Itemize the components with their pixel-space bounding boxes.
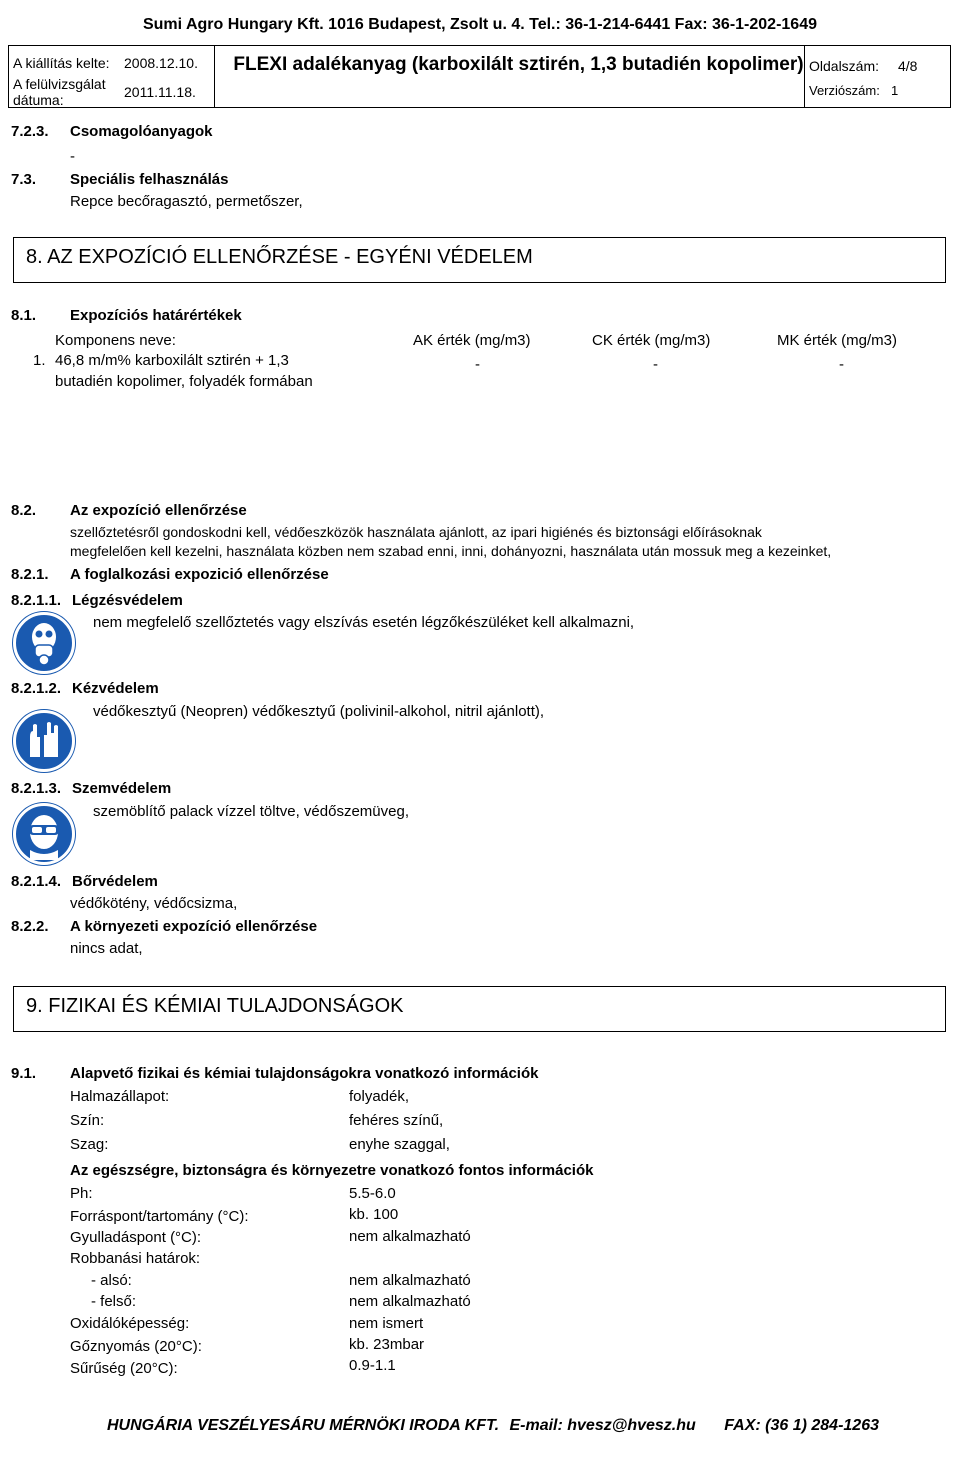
section-title: Légzésvédelem bbox=[72, 592, 183, 609]
section-number: 8.1. bbox=[11, 307, 37, 324]
section-number: 7.2.3. bbox=[11, 123, 49, 140]
property-label: Forráspont/tartomány (°C): bbox=[70, 1208, 249, 1225]
page-label: Oldalszám: bbox=[809, 58, 880, 74]
section-title: Expozíciós határértékek bbox=[70, 307, 242, 324]
section-number: 9.1. bbox=[11, 1065, 37, 1082]
header-divider bbox=[214, 46, 215, 107]
property-value: 5.5-6.0 bbox=[349, 1185, 396, 1202]
column-header-ck: CK érték (mg/m3) bbox=[592, 332, 711, 349]
property-label: Ph: bbox=[70, 1185, 93, 1202]
review-date-label-2: dátuma: bbox=[13, 92, 64, 108]
property-label: - felső: bbox=[91, 1293, 137, 1310]
section-number: 8.2.1.4. bbox=[11, 873, 62, 890]
section-title: Csomagolóanyagok bbox=[70, 123, 213, 140]
property-label: Szag: bbox=[70, 1136, 109, 1153]
version-value: 1 bbox=[891, 83, 899, 98]
property-value: nem alkalmazható bbox=[349, 1272, 471, 1289]
section-title: Az expozíció ellenőrzése bbox=[70, 502, 247, 519]
property-label: Sűrűség (20°C): bbox=[70, 1360, 178, 1377]
footer-email: E-mail: hvesz@hvesz.hu bbox=[509, 1417, 696, 1434]
property-label: Robbanási határok: bbox=[70, 1250, 201, 1267]
section-number: 8.2.1. bbox=[11, 566, 49, 583]
section-title: Bőrvédelem bbox=[72, 873, 158, 890]
issue-date-value: 2008.12.10. bbox=[124, 55, 198, 71]
section-number: 8.2. bbox=[11, 502, 37, 519]
page-value: 4/8 bbox=[898, 58, 918, 74]
property-value: folyadék, bbox=[349, 1088, 410, 1105]
footer-fax: FAX: (36 1) 284-1263 bbox=[724, 1417, 879, 1434]
section-title: Kézvédelem bbox=[72, 680, 159, 697]
property-value: nem ismert bbox=[349, 1315, 424, 1332]
section-8-heading: 8. AZ EXPOZÍCIÓ ELLENŐRZÉSE - EGYÉNI VÉDELEM bbox=[13, 237, 946, 283]
section-text: Repce becőragasztó, permetőszer, bbox=[70, 193, 303, 210]
document-header bbox=[8, 45, 951, 108]
section-number: 8.2.1.3. bbox=[11, 780, 62, 797]
company-header: Sumi Agro Hungary Kft. 1016 Budapest, Zsolt u. 4. Tel.: 36-1-214-6441 Fax: 36-1-202-1649 bbox=[142, 16, 817, 33]
property-label: Oxidálóképesség: bbox=[70, 1315, 190, 1332]
property-label: Gőznyomás (20°C): bbox=[70, 1338, 202, 1355]
section-text: védőkötény, védőcsizma, bbox=[70, 895, 238, 912]
gloves-icon bbox=[13, 710, 75, 772]
property-value: kb. 23mbar bbox=[349, 1336, 425, 1353]
section-title: Alapvető fizikai és kémiai tulajdonságokra vonatkozó információk bbox=[70, 1065, 539, 1082]
review-date-label: A felülvizsgálat bbox=[13, 76, 106, 92]
row-number: 1. bbox=[33, 352, 46, 369]
section-number: 8.2.2. bbox=[11, 918, 49, 935]
review-date-value: 2011.11.18. bbox=[124, 84, 196, 100]
section-title: Szemvédelem bbox=[72, 780, 172, 797]
section-text: - bbox=[70, 148, 75, 165]
section-text: nem megfelelő szellőztetés vagy elszívás esetén légzőkészüléket kell alkalmazni, bbox=[93, 614, 635, 631]
property-label: Gyulladáspont (°C): bbox=[70, 1229, 202, 1246]
column-header-mk: MK érték (mg/m3) bbox=[777, 332, 898, 349]
issue-date-label: A kiállítás kelte: bbox=[13, 55, 110, 71]
section-9-heading: 9. FIZIKAI ÉS KÉMIAI TULAJDONSÁGOK bbox=[13, 986, 946, 1032]
ak-value: - bbox=[475, 356, 480, 373]
component-name: 46,8 m/m% karboxilált sztirén + 1,3 bbox=[55, 352, 289, 369]
section-text: szemöblítő palack vízzel töltve, védőszemüveg, bbox=[93, 803, 409, 820]
property-label: Halmazállapot: bbox=[70, 1088, 170, 1105]
component-name-2: butadién kopolimer, folyadék formában bbox=[55, 373, 313, 390]
property-value: 0.9-1.1 bbox=[349, 1357, 396, 1374]
section-text: védőkesztyű (Neopren) védőkesztyű (polivinil-alkohol, nitril ajánlott), bbox=[93, 703, 545, 720]
property-value: kb. 100 bbox=[349, 1206, 399, 1223]
goggles-icon bbox=[13, 803, 75, 865]
section-number: 8.2.1.2. bbox=[11, 680, 62, 697]
section-text-2: megfelelően kell kezelni, használata közben nem szabad enni, inni, dohányozni, használata után mossuk meg a kezeinket, bbox=[70, 543, 832, 559]
property-value: enyhe szaggal, bbox=[349, 1136, 450, 1153]
section-number: 7.3. bbox=[11, 171, 37, 188]
property-value: fehéres színű, bbox=[349, 1112, 444, 1129]
footer bbox=[107, 1417, 879, 1435]
footer-company: HUNGÁRIA VESZÉLYESÁRU MÉRNÖKI IRODA KFT. bbox=[107, 1417, 500, 1434]
mk-value: - bbox=[839, 356, 844, 373]
ck-value: - bbox=[653, 356, 658, 373]
property-value: nem alkalmazható bbox=[349, 1293, 471, 1310]
column-header-ak: AK érték (mg/m3) bbox=[413, 332, 531, 349]
section-text: nincs adat, bbox=[70, 940, 143, 957]
section-title: A környezeti expozíció ellenőrzése bbox=[70, 918, 318, 935]
property-label: - alsó: bbox=[91, 1272, 132, 1289]
respirator-icon bbox=[13, 612, 75, 674]
section-title: Speciális felhasználás bbox=[70, 171, 229, 188]
property-label: Szín: bbox=[70, 1112, 105, 1129]
section-title: A foglalkozási expozició ellenőrzése bbox=[70, 566, 329, 583]
version-label: Verziószám: bbox=[809, 83, 880, 98]
column-header-component: Komponens neve: bbox=[55, 332, 176, 349]
document-title: FLEXI adalékanyag (karboxilált sztirén, 1,3 butadién kopolimer) bbox=[233, 54, 804, 75]
property-value: nem alkalmazható bbox=[349, 1228, 471, 1245]
section-text: szellőztetésről gondoskodni kell, védőeszközök használata ajánlott, az ipari higiénés és biztonsági előírásoknak bbox=[70, 524, 762, 540]
section-number: 8.2.1.1. bbox=[11, 592, 62, 609]
subsection-title: Az egészségre, biztonságra és környezetre vonatkozó fontos információk bbox=[70, 1162, 594, 1179]
